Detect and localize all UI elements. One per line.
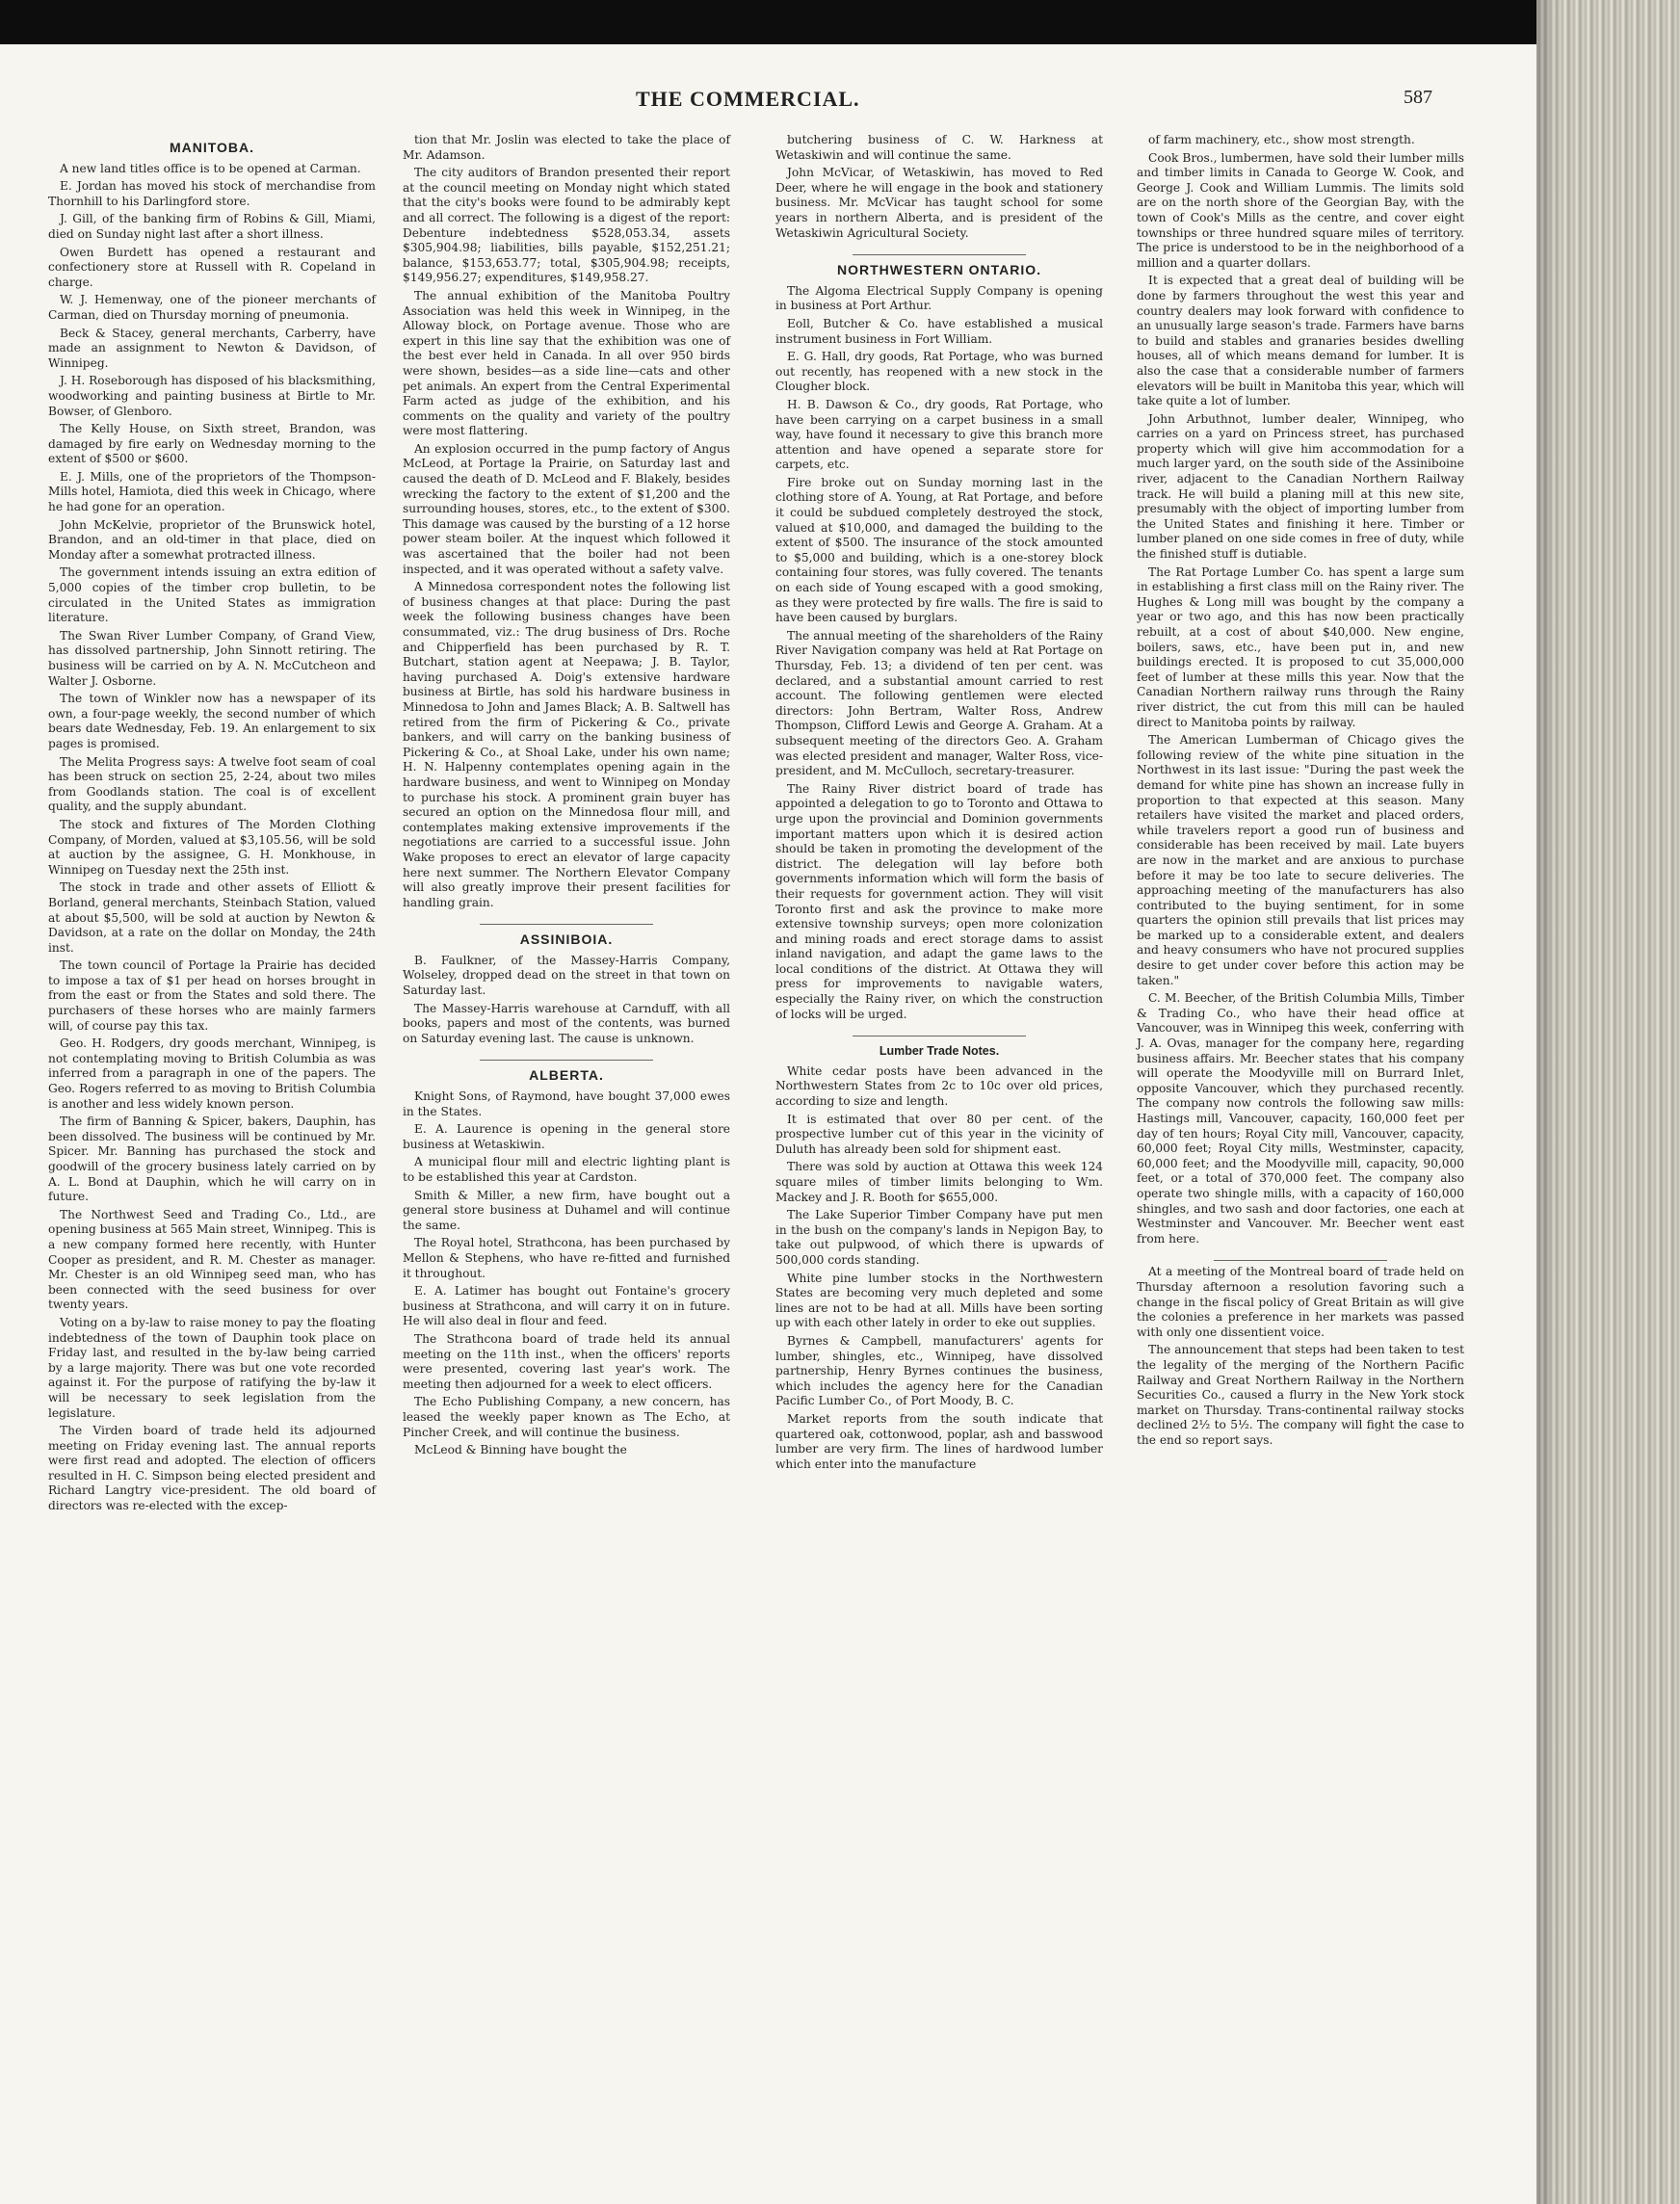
article-paragraph: The announcement that steps had been taken to test the legality of the merging of the Northern Pacific Railway and Great Northern Railway in the Northern Securities Co., caused a flurry in the New York stock market on Thursday. Trans-continental railway stocks declined 2½ to 5½. The company will fight the case to the end so report says. <box>1137 1343 1464 1447</box>
article-paragraph: butchering business of C. W. Harkness at Wetaskiwin and will continue the same. <box>775 133 1103 162</box>
article-paragraph: J. Gill, of the banking firm of Robins & Gill, Miami, died on Sunday night last after a short illness. <box>48 212 376 241</box>
article-paragraph: Byrnes & Campbell, manufacturers' agents for lumber, shingles, etc., Winnipeg, have dissolved partnership, Henry Byrnes continues the business, which includes the agency here for the Canadian Pacific Lumber Co., of Port Moody, B. C. <box>775 1333 1103 1408</box>
article-paragraph: The Algoma Electrical Supply Company is opening in business at Port Arthur. <box>775 283 1103 313</box>
section-divider <box>480 924 653 925</box>
article-paragraph: The Swan River Lumber Company, of Grand View, has dissolved partnership, John Sinnott retiring. The business will be carried on by A. N. McCutcheon and Walter J. Osborne. <box>48 628 376 688</box>
article-paragraph: John Arbuthnot, lumber dealer, Winnipeg, who carries on a yard on Princess street, has purchased property which will give him accommodation for a much larger yard, on the south side of the Assiniboine river, adjacent to the Canadian Northern Railway track. He will build a planing mill at this new site, presumably with the object of importing lumber from the United States and finishing it here. Timber or lumber planed on one side comes in free of duty, while the finished stuff is dutiable. <box>1137 411 1464 562</box>
article-paragraph: It is expected that a great deal of building will be done by farmers throughout the west this year and country dealers may look forward with confidence to an unusually large season's trade. Farmers have barns to build and stables and granaries besides dwelling houses, all of which means demand for lumber. It is also the case that a considerable number of farmers elevators will be built in Manitoba this year, which will take quite a lot of lumber. <box>1137 274 1464 408</box>
column-1-body <box>48 162 376 1514</box>
article-paragraph: E. G. Hall, dry goods, Rat Portage, who was burned out recently, has reopened with a new stock in the Clougher block. <box>775 350 1103 394</box>
section-divider <box>1214 1260 1387 1261</box>
article-paragraph: John McVicar, of Wetaskiwin, has moved to Red Deer, where he will engage in the book and stationery business. Mr. McVicar has taught school for some years in northern Alberta, and is president of the Wetaskiwin Agricultural Society. <box>775 166 1103 240</box>
column-3-body-a <box>775 133 1103 241</box>
article-paragraph: The town council of Portage la Prairie has decided to impose a tax of $1 per head on horses brought in from the east or from the States and sold there. The purchasers of these horses who are mainly farmers will, of course pay this tax. <box>48 958 376 1033</box>
article-paragraph: The stock and fixtures of The Morden Clothing Company, of Morden, valued at $3,105.56, will be sold at auction by the assignee, G. H. Monkhouse, in Winnipeg on Tuesday next the 25th inst. <box>48 817 376 877</box>
article-paragraph: Voting on a by-law to raise money to pay the floating indebtedness of the town of Dauphin took place on Friday last, and resulted in the by-law being carried by a large majority. There was but one vote recorded against it. For the purpose of ratifying the by-law it will be necessary to seek legislation from the legislature. <box>48 1315 376 1420</box>
article-paragraph: The Lake Superior Timber Company have put men in the bush on the company's lands in Nepigon Bay, to take out pulpwood, of which there is upwards of 500,000 cords standing. <box>775 1208 1103 1267</box>
article-paragraph: The stock in trade and other assets of Elliott & Borland, general merchants, Steinbach Station, valued at about $5,500, will be sold at auction by Newton & Davidson, at a rate on the dollar on Monday, the 24th inst. <box>48 880 376 955</box>
article-paragraph: The government intends issuing an extra edition of 5,000 copies of the timber crop bulletin, to be circulated in the United States as immigration literature. <box>48 565 376 625</box>
article-paragraph: The Rat Portage Lumber Co. has spent a large sum in establishing a first class mill on the Rainy river. The Hughes & Long mill was bought by the company a year or two ago, and this has now been practically rebuilt, at a cost of about $40,000. New engine, boilers, saws, etc., have been put in, and new buildings erected. It is proposed to cut 35,000,000 feet of lumber at these mills this year. Now that the Canadian Northern railway runs through the Rainy river district, the cut from this mill can be hauled direct to Manitoba points by railway. <box>1137 564 1464 729</box>
column-1 <box>48 133 376 1517</box>
section-divider <box>853 254 1026 255</box>
article-paragraph: The city auditors of Brandon presented their report at the council meeting on Monday night which stated that the city's books were found to be admirably kept and all correct. The following is a digest of the report: Debenture indebtedness $528,053.34, assets $305,904.98; liabilities, bills payable, $152,251.21; balance, $153,653.77; total, $305,904.98; receipts, $149,956.27; expenditures, $149,958.27. <box>403 166 730 285</box>
article-paragraph: The Kelly House, on Sixth street, Brandon, was damaged by fire early on Wednesday morning to the extent of $500 or $600. <box>48 422 376 466</box>
article-paragraph: Eoll, Butcher & Co. have established a musical instrument business in Fort William. <box>775 316 1103 346</box>
article-paragraph: J. H. Roseborough has disposed of his blacksmithing, woodworking and painting business at Birtle to Mr. Bowser, of Glenboro. <box>48 374 376 418</box>
article-paragraph: An explosion occurred in the pump factory of Angus McLeod, at Portage la Prairie, on Saturday last and caused the death of D. McLeod and F. Blakely, besides wrecking the factory to the extent of $1,200 and the surrounding houses, stores, etc., to the extent of $300. This damage was caused by the bursting of a 12 horse power steam boiler. At the inquest which followed it was ascertained that the boiler had not been inspected, and it was operated without a safety valve. <box>403 441 730 576</box>
article-paragraph: The Rainy River district board of trade has appointed a delegation to go to Toronto and Ottawa to urge upon the provincial and Dominion governments important matters upon which it is desired action should be taken in promoting the development of the district. The delegation will lay before both governments information which will form the basis of their requests for government action. They will visit Toronto first and ask the province to make more extensive township surveys; open more colonization and mining roads and erect storage dams to assist inland navigation, and adapt the game laws to the local conditions of the district. At Ottawa they will press for improvements to navigable waters, especially the Rainy river, on which the construction of locks will be urged. <box>775 781 1103 1021</box>
column-2-body-c <box>403 1089 730 1458</box>
column-2 <box>403 133 730 1461</box>
article-paragraph: The Massey-Harris warehouse at Carnduff, with all books, papers and most of the contents, was burned on Saturday evening last. The cause is unknown. <box>403 1001 730 1045</box>
article-paragraph: The annual meeting of the shareholders of the Rainy River Navigation company was held at Rat Portage on Thursday, Feb. 13; a dividend of ten per cent. was declared, and a substantial amount carried to rest account. The following gentlemen were elected directors: John Bertram, Walter Ross, Andrew Thompson, Clifford Lewis and George A. Graham. At a subsequent meeting of the directors Geo. A. Graham was elected president and manager, Walter Ross, vice-president, and M. McCulloch, secretary-treasurer. <box>775 628 1103 778</box>
article-paragraph: Beck & Stacey, general merchants, Carberry, have made an assignment to Newton & Davidson, of Winnipeg. <box>48 326 376 370</box>
section-heading-lumber-trade-notes: Lumber Trade Notes. <box>879 1044 1000 1059</box>
article-paragraph: The Northwest Seed and Trading Co., Ltd., are opening business at 565 Main street, Winnipeg. This is a new company formed here recently, with Hunter Cooper as president, and R. M. Chester as manager. Mr. Chester is an old Winnipeg seed man, who has been connected with the seed business for over twenty years. <box>48 1207 376 1312</box>
article-paragraph: The Virden board of trade held its adjourned meeting on Friday evening last. The annual reports were first read and adopted. The election of officers resulted in H. C. Simpson being elected president and Richard Langtry vice-president. The old board of directors was re-elected with the excep- <box>48 1424 376 1513</box>
column-3-body-b <box>775 284 1103 1023</box>
article-paragraph: There was sold by auction at Ottawa this week 124 square miles of timber limits belonging to Wm. Mackey and J. R. Booth for $655,000. <box>775 1160 1103 1204</box>
column-4 <box>1137 133 1464 1451</box>
article-paragraph: Geo. H. Rodgers, dry goods merchant, Winnipeg, is not contemplating moving to British Columbia as was inferred from a paragraph in one of the papers. The Geo. Rogers referred to as moving to British Columbia is another and less widely known person. <box>48 1036 376 1111</box>
article-paragraph: John McKelvie, proprietor of the Brunswick hotel, Brandon, and an old-timer in that place, died on Monday after a somewhat protracted illness. <box>48 517 376 562</box>
book-spine <box>1536 0 1680 2204</box>
article-paragraph: of farm machinery, etc., show most strength. <box>1148 133 1415 146</box>
section-heading-manitoba: MANITOBA. <box>169 140 255 155</box>
article-paragraph: Cook Bros., lumbermen, have sold their lumber mills and timber limits in Canada to George W. Cook, and George J. Cook and William Lummis. The limits sold are on the north shore of the Georgian Bay, with the town of Cook's Mills as the centre, and cover eight townships or three hundred square miles of territory. The price is understood to be in the neighborhood of a million and a quarter dollars. <box>1137 150 1464 270</box>
page-number: 587 <box>1404 87 1432 108</box>
article-paragraph: E. J. Mills, one of the proprietors of the Thompson-Mills hotel, Hamiota, died this week in Chicago, where he had gone for an operation. <box>48 469 376 514</box>
article-paragraph: E. Jordan has moved his stock of merchandise from Thornhill to his Darlingford store. <box>48 179 376 208</box>
article-paragraph: A Minnedosa correspondent notes the following list of business changes at that place: During the past week the following business changes have been consummated, viz.: The drug business of Drs. Roche and Chipperfield has been purchased by R. T. Butchart, station agent at Neepawa; J. B. Taylor, having purchased A. Doig's extensive hardware business at Birtle, has sold his hardware business in Minnedosa to John and James Black; A. B. Saltwell has retired from the firm of Pickering & Co., private bankers, and will carry on the banking business of Pickering & Co., at Shoal Lake, under his own name; H. N. Halpenny contemplates opening again in the hardware business, and went to Winnipeg on Monday to purchase his stock. A prominent grain buyer has secured an option on the Minnedosa flour mill, and contemplates making extensive improvements if the negotiations are carried to a successful issue. John Wake proposes to erect an elevator of large capacity here next summer. The Northern Elevator Company will also greatly improve their present facilities for handling grain. <box>403 580 730 909</box>
article-paragraph: W. J. Hemenway, one of the pioneer merchants of Carman, died on Thursday morning of pneumonia. <box>48 293 376 322</box>
column-4-body-b <box>1137 1265 1464 1448</box>
article-paragraph: Fire broke out on Sunday morning last in the clothing store of A. Young, at Rat Portage, and before it could be subdued completely destroyed the stock, valued at $10,000, and damaged the building to the extent of $500. The insurance of the stock amounted to $5,000 and building, which is a one-storey block containing four stores, was fully covered. The tenants on each side of Young escaped with a good smoking, as they were protected by fire walls. The fire is said to have been caused by burglars. <box>775 475 1103 625</box>
article-paragraph: McLeod & Binning have bought the <box>414 1443 627 1457</box>
article-paragraph: The Royal hotel, Strathcona, has been purchased by Mellon & Stephens, who have re-fitted and furnished it throughout. <box>403 1236 730 1280</box>
column-3-body-c <box>775 1064 1103 1472</box>
article-paragraph: H. B. Dawson & Co., dry goods, Rat Portage, who have been carrying on a carpet business in a small way, have found it necessary to give this branch more attention and have opened a separate store for carpets, etc. <box>775 397 1103 472</box>
article-paragraph: It is estimated that over 80 per cent. of the prospective lumber cut of this year in the vicinity of Duluth has already been sold for shipment east. <box>775 1112 1103 1156</box>
article-paragraph: Owen Burdett has opened a restaurant and confectionery store at Russell with R. Copeland in charge. <box>48 245 376 289</box>
article-paragraph: White pine lumber stocks in the Northwestern States are becoming very much depleted and some lines are not to be had at all. Mills have been sorting up with each other lately in order to eke out supplies. <box>775 1271 1103 1330</box>
section-heading-alberta: ALBERTA. <box>529 1067 604 1084</box>
article-paragraph: tion that Mr. Joslin was elected to take the place of Mr. Adamson. <box>403 133 730 162</box>
article-paragraph: The Strathcona board of trade held its annual meeting on the 11th inst., when the officers' reports were presented, covering last year's work. The meeting then adjourned for a week to elect officers. <box>403 1331 730 1391</box>
article-paragraph: The American Lumberman of Chicago gives the following review of the white pine situation in the Northwest in its last issue: "During the past week the demand for white pine has shown an increase fully in proportion to that expected at this season. Many retailers have visited the market and placed orders, while travelers report a good run of business and considerable has been received by mail. Late buyers are now in the market and are anxious to purchase before it may be too late to secure deliveries. The approaching meeting of the manufacturers has also contributed to the buying sentiment, for in some quarters the opinion still prevails that list prices may be marked up to a considerable extent, and dealers and heavy consumers who have not procured supplies desire to get under cover before this action may be taken." <box>1137 733 1464 987</box>
section-heading-assiniboia: ASSINIBOIA. <box>519 931 614 948</box>
article-paragraph: E. A. Latimer has bought out Fontaine's grocery business at Strathcona, and will carry it on in future. He will also deal in flour and feed. <box>403 1284 730 1328</box>
article-paragraph: The Melita Progress says: A twelve foot seam of coal has been struck on section 25, 2-24, about two miles from Goodlands station. The coal is of excellent quality, and the supply abundant. <box>48 754 376 814</box>
column-2-body-a <box>403 133 730 910</box>
article-paragraph: The annual exhibition of the Manitoba Poultry Association was held this week in Winnipeg, in the Alloway block, on Portage avenue. Those who are expert in this line say that the exhibition was one of the best ever held in Canada. In all over 950 birds were shown, besides—as a side line—cats and other pet animals. An expert from the Central Experimental Farm acted as judge of the exhibition, and his comments on the quality and variety of the poultry were most flattering. <box>403 288 730 438</box>
section-heading-northwestern-ontario: NORTHWESTERN ONTARIO. <box>836 262 1042 278</box>
article-paragraph: White cedar posts have been advanced in the Northwestern States from 2c to 10c over old prices, according to size and length. <box>775 1063 1103 1109</box>
top-black-bar <box>0 0 1680 44</box>
article-paragraph: The firm of Banning & Spicer, bakers, Dauphin, has been dissolved. The business will be continued by Mr. Spicer. Mr. Banning has purchased the stock and goodwill of the grocery business lately carried on by A. L. Bond at Dauphin, which he will carry on in future. <box>48 1115 376 1204</box>
article-paragraph: Smith & Miller, a new firm, have bought out a general store business at Duhamel and will continue the same. <box>403 1188 730 1232</box>
article-paragraph: The town of Winkler now has a newspaper of its own, a four-page weekly, the second number of which bears date Wednesday, Feb. 19. An enlargement to six pages is promised. <box>48 692 376 750</box>
article-paragraph: C. M. Beecher, of the British Columbia Mills, Timber & Trading Co., who have their head office at Vancouver, was in Winnipeg this week, conferring with J. A. Ovas, manager for the company here, regarding business affairs. Mr. Beecher states that his company will operate the Moodyville mill on Burrard Inlet, opposite Vancouver, which they purchased recently. The company now controls the following saw mills: Hastings mill, Vancouver, capacity, 160,000 feet per day of ten hours; Royal City mill, Vancouver, capacity, 60,000 feet; Royal City mills, Westminster, capacity, 60,000 feet; and the Moodyville mill, capacity, 90,000 feet, or a total of 370,000 feet. The company also operate two shingle mills, with a capacity of 160,000 shingles, and two sash and door factories, one each at Westminster and Vancouver. Mr. Beecher went east from here. <box>1137 991 1464 1246</box>
article-paragraph: E. A. Laurence is opening in the general store business at Wetaskiwin. <box>403 1122 730 1151</box>
masthead <box>0 87 1536 125</box>
column-3 <box>775 133 1103 1475</box>
article-paragraph: A municipal flour mill and electric lighting plant is to be established this year at Cardston. <box>403 1155 730 1184</box>
article-paragraph: At a meeting of the Montreal board of trade held on Thursday afternoon a resolution favoring such a change in the fiscal policy of Great Britain as will give the colonies a preference in her markets was passed with only one dissentient voice. <box>1137 1265 1464 1339</box>
section-divider <box>480 1060 653 1061</box>
masthead-title: THE COMMERCIAL. <box>636 87 860 111</box>
article-paragraph: B. Faulkner, of the Massey-Harris Company, Wolseley, dropped dead on the street in that town on Saturday last. <box>403 953 730 998</box>
article-paragraph: Market reports from the south indicate that quartered oak, cottonwood, poplar, ash and basswood lumber are very firm. The lines of hardwood lumber which enter into the manufacture <box>775 1411 1103 1471</box>
article-paragraph: Knight Sons, of Raymond, have bought 37,000 ewes in the States. <box>403 1089 730 1118</box>
column-4-body-a <box>1137 133 1464 1246</box>
article-paragraph: The Echo Publishing Company, a new concern, has leased the weekly paper known as The Echo, at Pincher Creek, and will continue the business. <box>403 1395 730 1439</box>
column-2-body-b <box>403 954 730 1047</box>
article-paragraph: A new land titles office is to be opened at Carman. <box>60 161 361 175</box>
